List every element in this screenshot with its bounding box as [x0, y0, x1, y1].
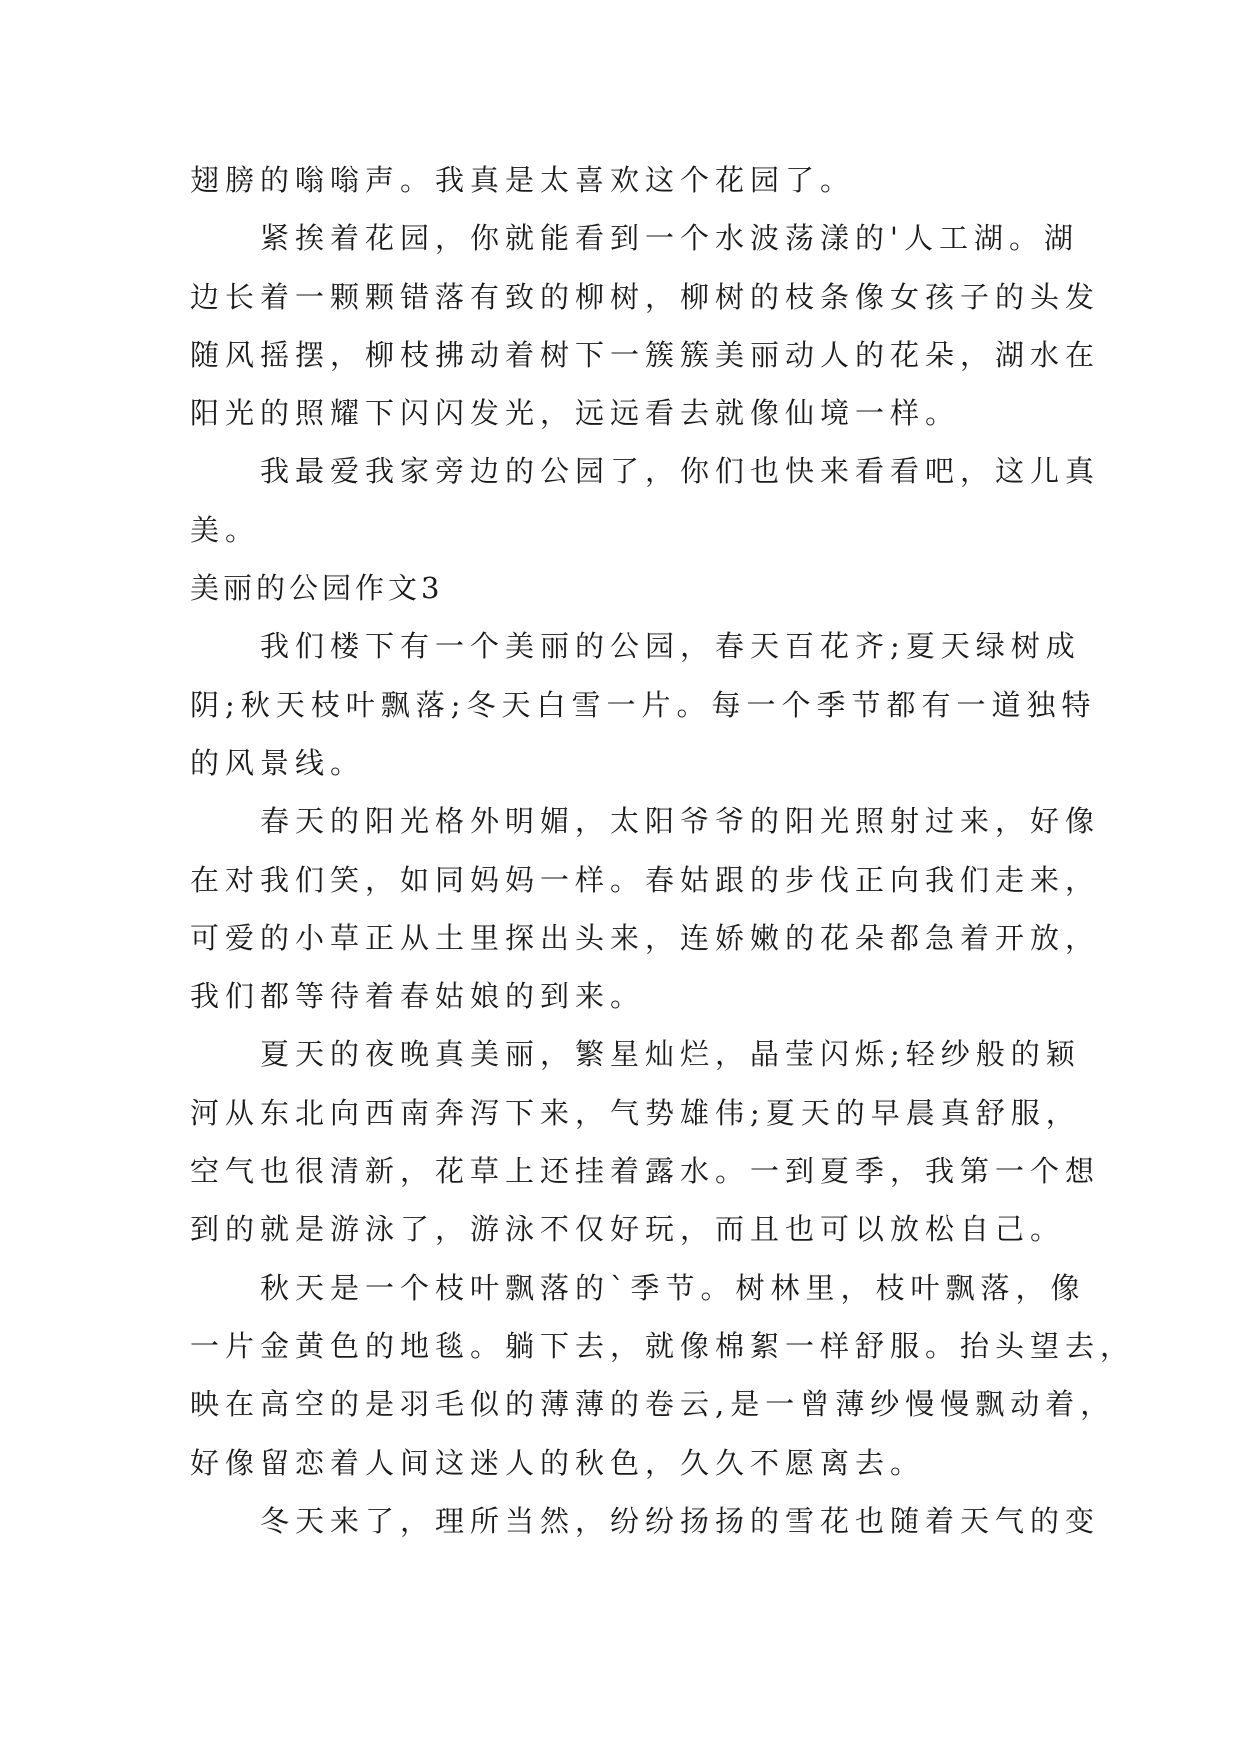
- text-line: 可爱的小草正从土里探出头来，连娇嫩的花朵都急着开放，: [190, 920, 1101, 955]
- text-line: 好像留恋着人间这迷人的秋色，久久不愿离去。: [190, 1445, 926, 1480]
- paragraph-first-line: 我们楼下有一个美丽的公园，春天百花齐;夏天绿树成: [260, 629, 1081, 664]
- text-line: 阳光的照耀下闪闪发光，远远看去就像仙境一样。: [190, 396, 961, 431]
- text-line: 边长着一颗颗错落有致的柳树，柳树的枝条像女孩子的头发: [190, 279, 1101, 314]
- text-line: 随风摇摆，柳枝拂动着树下一簇簇美丽动人的花朵，湖水在: [190, 337, 1101, 372]
- text-line: 河从东北向西南奔泻下来，气势雄伟;夏天的早晨真舒服，: [190, 1095, 1081, 1130]
- text-line: 空气也很清新，花草上还挂着露水。一到夏季，我第一个想: [190, 1154, 1101, 1189]
- text-line: 映在高空的是羽毛似的薄薄的卷云,是一曾薄纱慢慢飘动着，: [190, 1387, 1116, 1422]
- text-line: 在对我们笑，如同妈妈一样。春姑跟的步伐正向我们走来，: [190, 862, 1101, 897]
- text-line: 美。: [190, 512, 261, 547]
- paragraph-first-line: 夏天的夜晚真美丽，繁星灿烂，晶莹闪烁;轻纱般的颖: [260, 1037, 1081, 1072]
- paragraph-first-line: 冬天来了，理所当然，纷纷扬扬的雪花也随着天气的变: [260, 1503, 1101, 1538]
- text-line: 的风景线。: [190, 745, 366, 780]
- paragraph-first-line: 紧挨着花园，你就能看到一个水波荡漾的'人工湖。湖: [260, 221, 1079, 256]
- text-line: 我们都等待着春姑娘的到来。: [190, 979, 646, 1014]
- paragraph-first-line: 春天的阳光格外明媚，太阳爷爷的阳光照射过来，好像: [260, 804, 1101, 839]
- text-line: 阴;秋天枝叶飘落;冬天白雪一片。每一个季节都有一道独特: [190, 687, 1097, 722]
- document-body: [190, 151, 1136, 1550]
- paragraph-first-line: 秋天是一个枝叶飘落的`季节。树林里，枝叶飘落，像: [260, 1270, 1086, 1305]
- text-line: 一片金黄色的地毯。躺下去，就像棉絮一样舒服。抬头望去，: [190, 1328, 1136, 1363]
- paragraph-first-line: 我最爱我家旁边的公园了，你们也快来看看吧，这儿真: [260, 454, 1101, 489]
- section-heading: 美丽的公园作文3: [190, 571, 444, 606]
- text-line: 到的就是游泳了，游泳不仅好玩，而且也可以放松自己。: [190, 1212, 1066, 1247]
- text-line: 翅膀的嗡嗡声。我真是太喜欢这个花园了。: [190, 163, 856, 197]
